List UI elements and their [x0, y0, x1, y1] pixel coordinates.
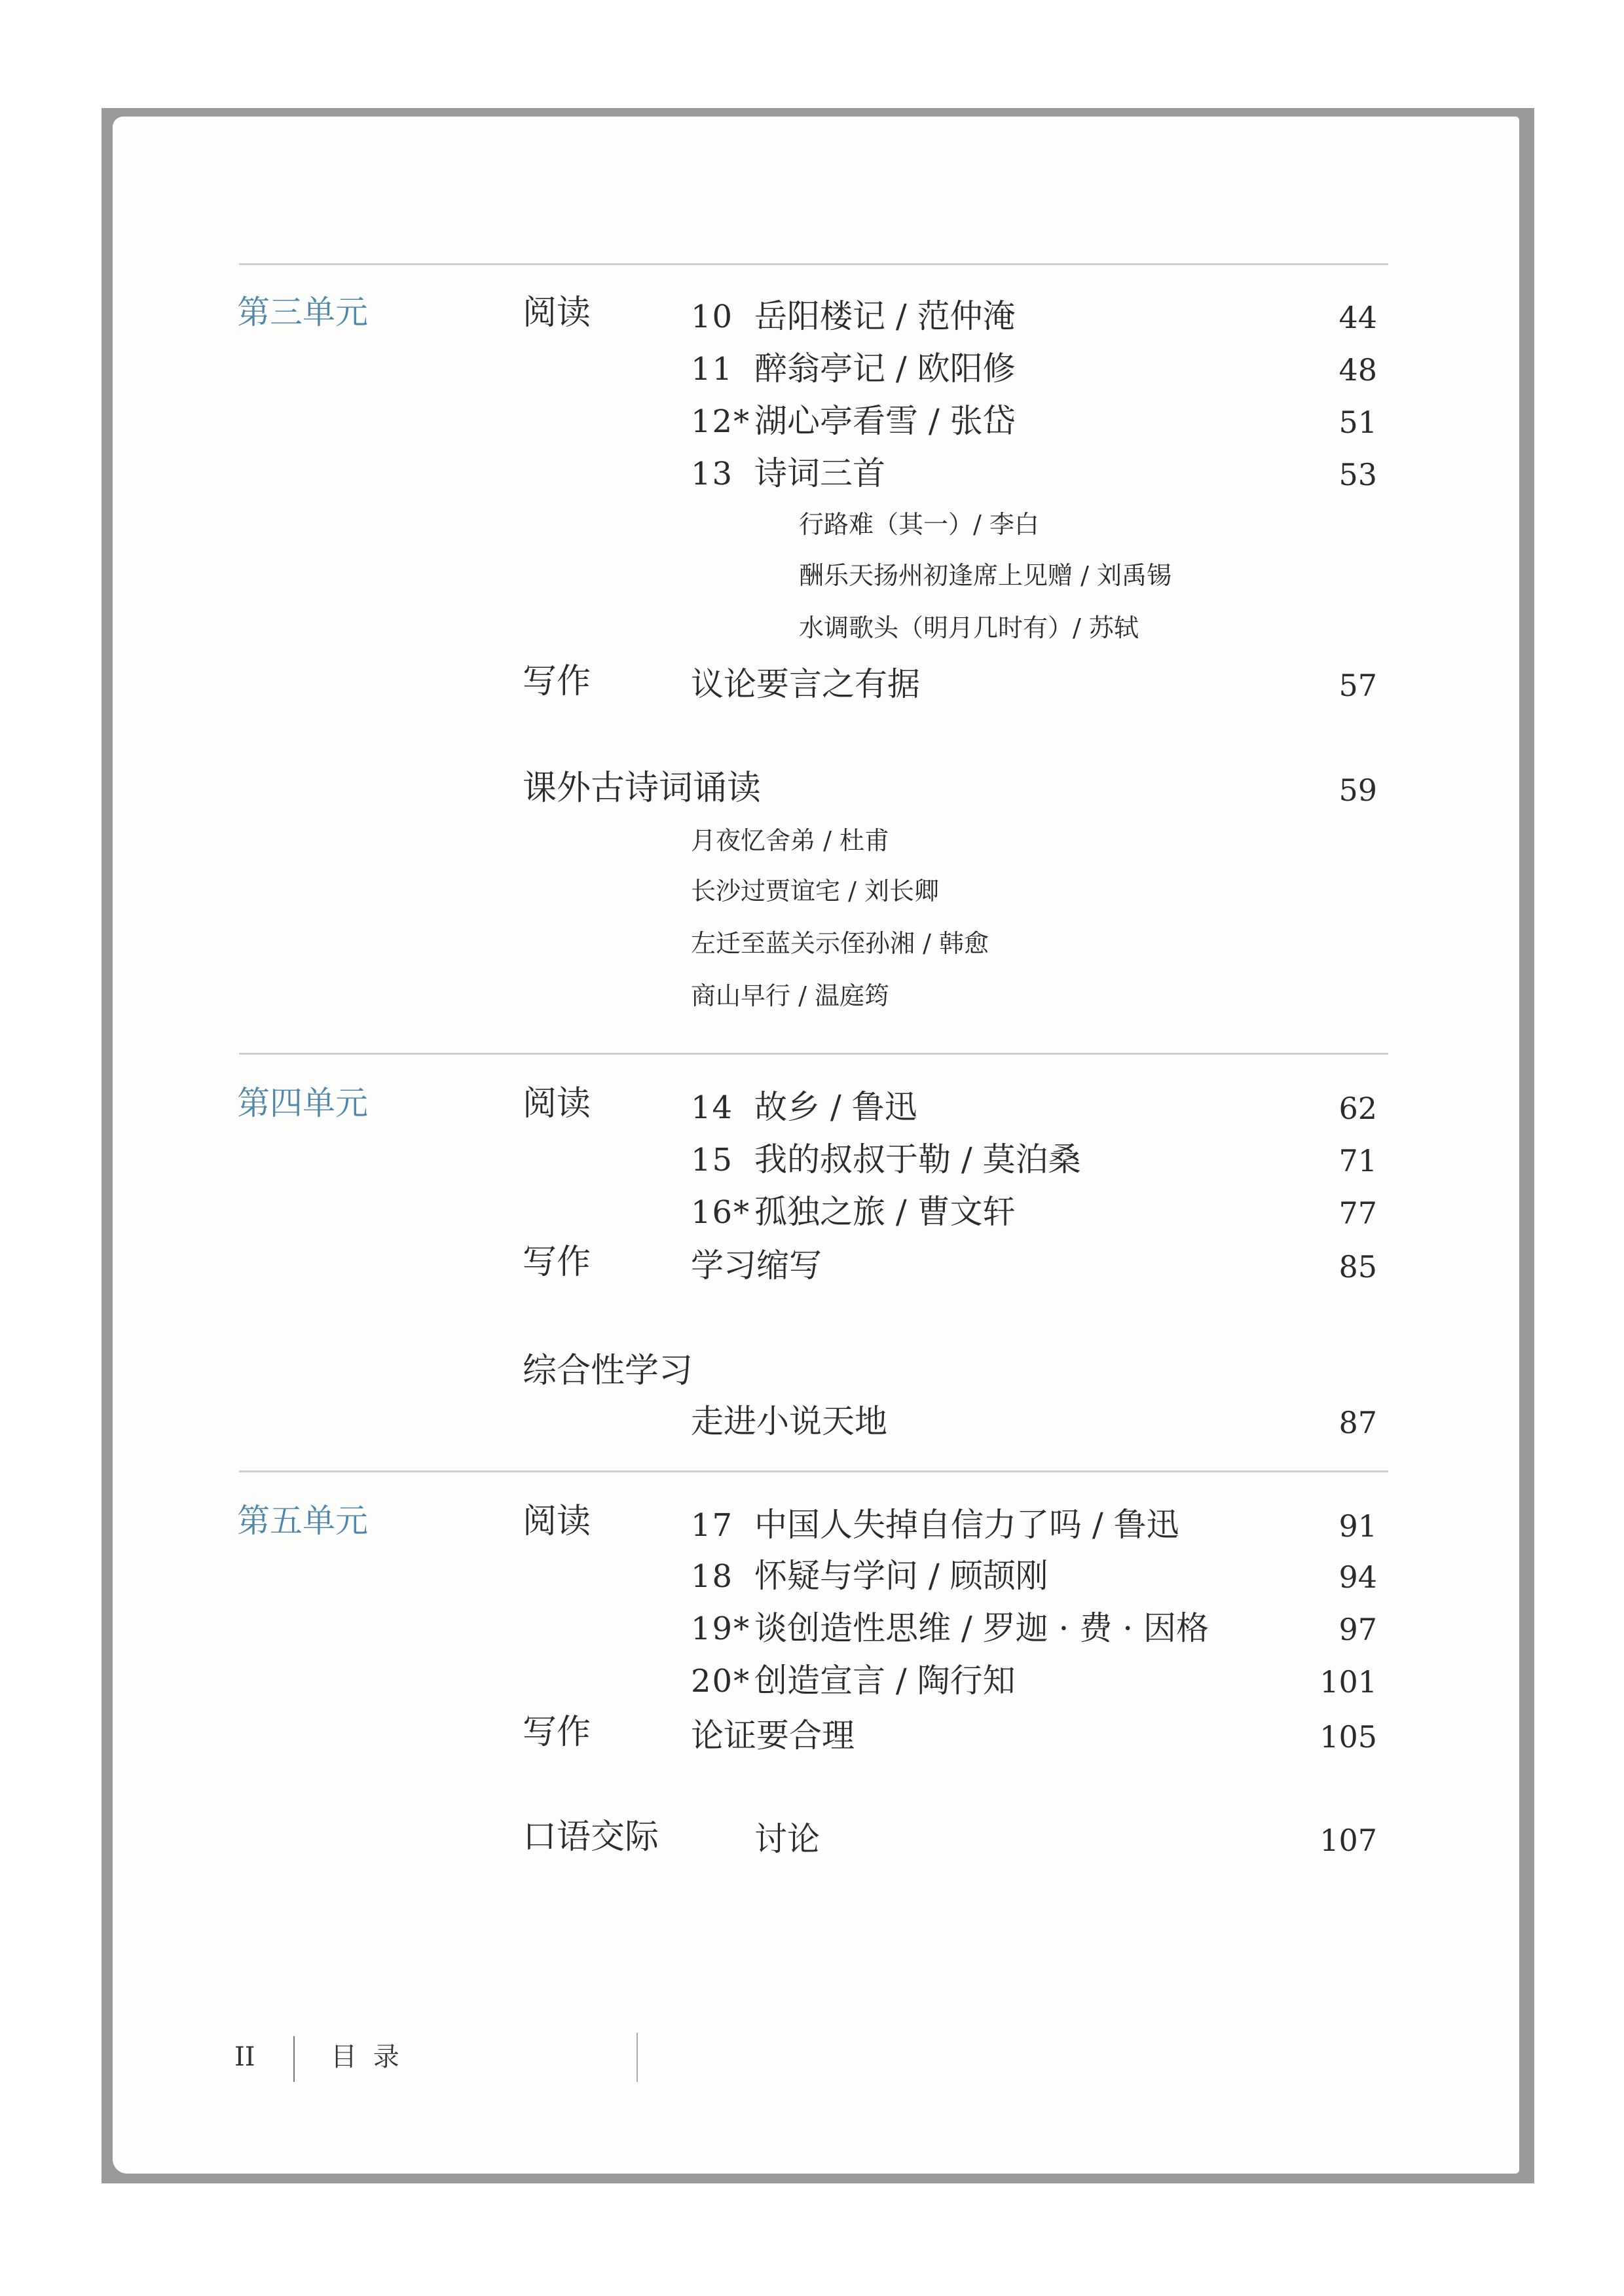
- page-number: 57: [1338, 668, 1377, 703]
- page-number: 62: [1338, 1091, 1377, 1126]
- lesson-title: 故乡 / 鲁迅: [754, 1088, 917, 1126]
- lesson-title: 醉翁亭记 / 欧阳修: [754, 350, 1016, 388]
- lesson-number: 17: [691, 1507, 734, 1544]
- lesson-number: 15: [691, 1142, 734, 1178]
- lesson-number: 16*: [691, 1194, 751, 1231]
- lesson-number: 11: [691, 351, 734, 388]
- lesson-number: 12*: [691, 403, 751, 440]
- unit-title: 第四单元: [237, 1084, 368, 1122]
- writing-label: 写作: [523, 1713, 591, 1752]
- writing-label: 写作: [523, 662, 591, 701]
- extra-poem-item: 月夜忆舍弟 / 杜甫: [691, 826, 889, 855]
- lesson-title: 湖心亭看雪 / 张岱: [754, 402, 1016, 440]
- poem-item: 行路难（其一）/ 李白: [799, 510, 1039, 539]
- footer-divider: [293, 2036, 295, 2082]
- page-number: 105: [1320, 1719, 1377, 1755]
- lesson-number: 20*: [691, 1663, 751, 1700]
- page-number: 85: [1338, 1249, 1377, 1285]
- oral-communication-label: 口语交际: [523, 1817, 659, 1857]
- extra-reading-label: 课外古诗词诵读: [523, 769, 762, 808]
- page-number: 71: [1338, 1143, 1377, 1178]
- page-number: 91: [1338, 1508, 1377, 1544]
- page-number: 97: [1338, 1612, 1377, 1647]
- lesson-title: 创造宣言 / 陶行知: [754, 1662, 1016, 1700]
- lesson-number: 14: [691, 1089, 734, 1126]
- comprehensive-study-label: 综合性学习: [523, 1351, 693, 1391]
- page-number: 48: [1338, 352, 1377, 388]
- page-number: 94: [1338, 1559, 1377, 1595]
- poem-item: 酬乐天扬州初逢席上见赠 / 刘禹锡: [799, 561, 1172, 590]
- unit-divider: [239, 1053, 1388, 1055]
- lesson-number: 18: [691, 1558, 734, 1595]
- page-number: 51: [1338, 405, 1377, 440]
- lesson-title: 孤独之旅 / 曹文轩: [754, 1193, 1016, 1231]
- unit-title: 第五单元: [237, 1502, 368, 1540]
- page-number: 59: [1338, 773, 1377, 808]
- lesson-title: 怀疑与学问 / 顾颉刚: [754, 1557, 1048, 1595]
- page-number: 53: [1338, 457, 1377, 492]
- unit-divider: [239, 1470, 1388, 1472]
- extra-poem-item: 左迁至蓝关示侄孙湘 / 韩愈: [691, 929, 989, 958]
- writing-title: 论证要合理: [691, 1717, 855, 1755]
- lesson-title: 谈创造性思维 / 罗迦 · 费 · 因格: [754, 1609, 1209, 1647]
- page-number: 77: [1338, 1195, 1377, 1231]
- reading-label: 阅读: [523, 293, 591, 333]
- poem-item: 水调歌头（明月几时有）/ 苏轼: [799, 613, 1139, 642]
- lesson-number: 13: [691, 456, 734, 492]
- writing-title: 学习缩写: [691, 1247, 822, 1285]
- reading-label: 阅读: [523, 1502, 591, 1541]
- lesson-title: 我的叔叔于勒 / 莫泊桑: [754, 1140, 1081, 1178]
- lesson-title: 岳阳楼记 / 范仲淹: [754, 297, 1016, 335]
- unit-divider: [239, 263, 1388, 265]
- oral-communication-title: 讨论: [754, 1820, 820, 1858]
- page-number: 44: [1338, 300, 1377, 335]
- page-number: 107: [1320, 1823, 1377, 1858]
- footer-label: 目 录: [331, 2042, 403, 2072]
- unit-title: 第三单元: [237, 293, 368, 331]
- writing-label: 写作: [523, 1243, 591, 1282]
- extra-poem-item: 商山早行 / 温庭筠: [691, 981, 889, 1010]
- writing-title: 议论要言之有据: [691, 665, 920, 703]
- lesson-number: 19*: [691, 1611, 751, 1647]
- page-number: 87: [1338, 1405, 1377, 1440]
- lesson-number: 10: [691, 299, 734, 335]
- reading-label: 阅读: [523, 1084, 591, 1123]
- footer-page-number: II: [234, 2042, 255, 2072]
- comprehensive-study-title: 走进小说天地: [691, 1402, 887, 1440]
- page-number: 101: [1320, 1664, 1377, 1700]
- lesson-title: 诗词三首: [754, 454, 885, 492]
- lesson-title: 中国人失掉自信力了吗 / 鲁迅: [754, 1506, 1179, 1544]
- extra-poem-item: 长沙过贾谊宅 / 刘长卿: [691, 877, 939, 905]
- footer-divider: [637, 2033, 638, 2082]
